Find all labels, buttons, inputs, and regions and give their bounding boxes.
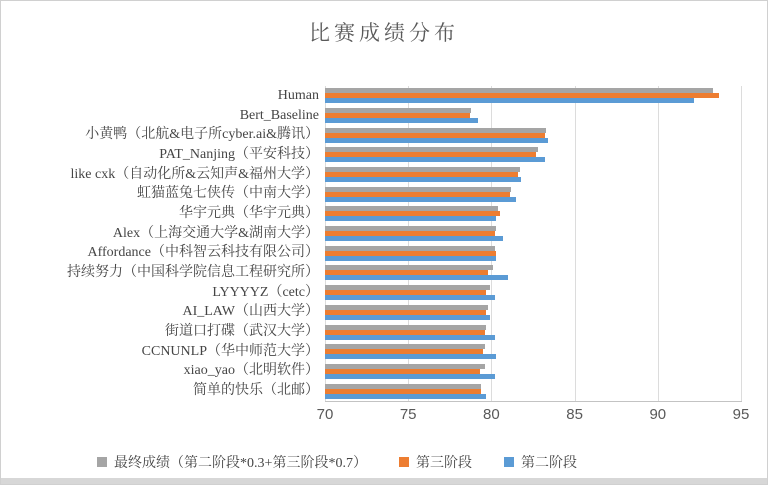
legend-label: 第三阶段 (415, 456, 472, 471)
bar-group (325, 184, 741, 204)
legend-label: 第二阶段 (520, 456, 577, 471)
bar-stage2 (325, 118, 478, 123)
x-tick-label: 75 (399, 406, 417, 423)
window-bottom-edge (1, 478, 767, 484)
bar-group (325, 381, 741, 401)
legend-marker-stage3 (399, 457, 409, 467)
bar-stage2 (325, 138, 548, 143)
category-label: LYYYYZ（cetc） (212, 284, 319, 300)
category-label: Human (277, 87, 319, 103)
bar-stage2 (325, 236, 503, 241)
bar-group (325, 244, 741, 264)
bar-group (325, 165, 741, 185)
bar-group (325, 283, 741, 303)
gridline (741, 86, 742, 401)
legend-marker-stage2 (504, 457, 514, 467)
bar-stage2 (325, 354, 496, 359)
bar-stage2 (325, 197, 516, 202)
category-axis (7, 86, 319, 401)
bar-group (325, 263, 741, 283)
bar-stage2 (325, 394, 486, 399)
category-label: Alex（上海交通大学&湖南大学） (112, 225, 319, 241)
legend-label: 最终成绩（第二阶段*0.3+第三阶段*0.7） (114, 456, 367, 471)
plot-area (325, 86, 741, 401)
category-label: AI_LAW（山西大学） (182, 304, 319, 320)
bar-stage2 (325, 157, 545, 162)
bar-stage2 (325, 216, 496, 221)
bar-stage2 (325, 374, 495, 379)
bar-stage2 (325, 275, 508, 280)
bar-stage2 (325, 315, 490, 320)
bar-group (325, 342, 741, 362)
bar-group (325, 125, 741, 145)
x-tick-label: 80 (483, 406, 500, 423)
category-label: 小黄鸭（北航&电子所cyber.ai&腾讯） (85, 127, 319, 143)
category-label: 华宇元典（华宇元典） (179, 205, 319, 221)
bar-group (325, 145, 741, 165)
bar-stage2 (325, 335, 495, 340)
bar-group (325, 303, 741, 323)
x-axis-line (325, 401, 742, 402)
legend-item-stage2 (504, 452, 577, 472)
legend-marker-final-score (97, 457, 107, 467)
bar-stage2 (325, 295, 495, 300)
category-label: like cxk（自动化所&云知声&福州大学） (70, 166, 319, 182)
bar-group (325, 106, 741, 126)
category-label: xiao_yao（北明软件） (183, 363, 319, 379)
x-axis-ticks (316, 406, 750, 424)
bar-group (325, 86, 741, 106)
bar-stage2 (325, 256, 496, 261)
x-tick-label: 70 (316, 406, 334, 423)
bar-group (325, 322, 741, 342)
chart-title: 比赛成绩分布 (309, 22, 459, 45)
bar-group (325, 204, 741, 224)
bar-group (325, 362, 741, 382)
x-tick-label: 90 (649, 406, 667, 423)
legend (1, 452, 673, 472)
category-label: 街道口打碟（武汉大学） (165, 324, 319, 340)
legend-item-stage3 (399, 452, 472, 472)
x-tick-label: 95 (732, 406, 750, 423)
category-label: Affordance（中科智云科技有限公司） (87, 245, 319, 261)
legend-item-final-score (97, 452, 367, 472)
x-tick-label: 85 (566, 406, 583, 423)
bar-group (325, 224, 741, 244)
bar-stage2 (325, 177, 521, 182)
category-label: 简单的快乐（北邮） (193, 383, 319, 399)
bar-stage2 (325, 98, 694, 103)
category-label: 虹猫蓝兔七侠传（中南大学） (137, 186, 319, 202)
category-label: CCNUNLP（华中师范大学） (141, 343, 319, 359)
category-label: PAT_Nanjing（平安科技） (159, 146, 319, 162)
category-label: 持续努力（中国科学院信息工程研究所） (67, 265, 319, 281)
category-label: Bert_Baseline (239, 107, 319, 123)
